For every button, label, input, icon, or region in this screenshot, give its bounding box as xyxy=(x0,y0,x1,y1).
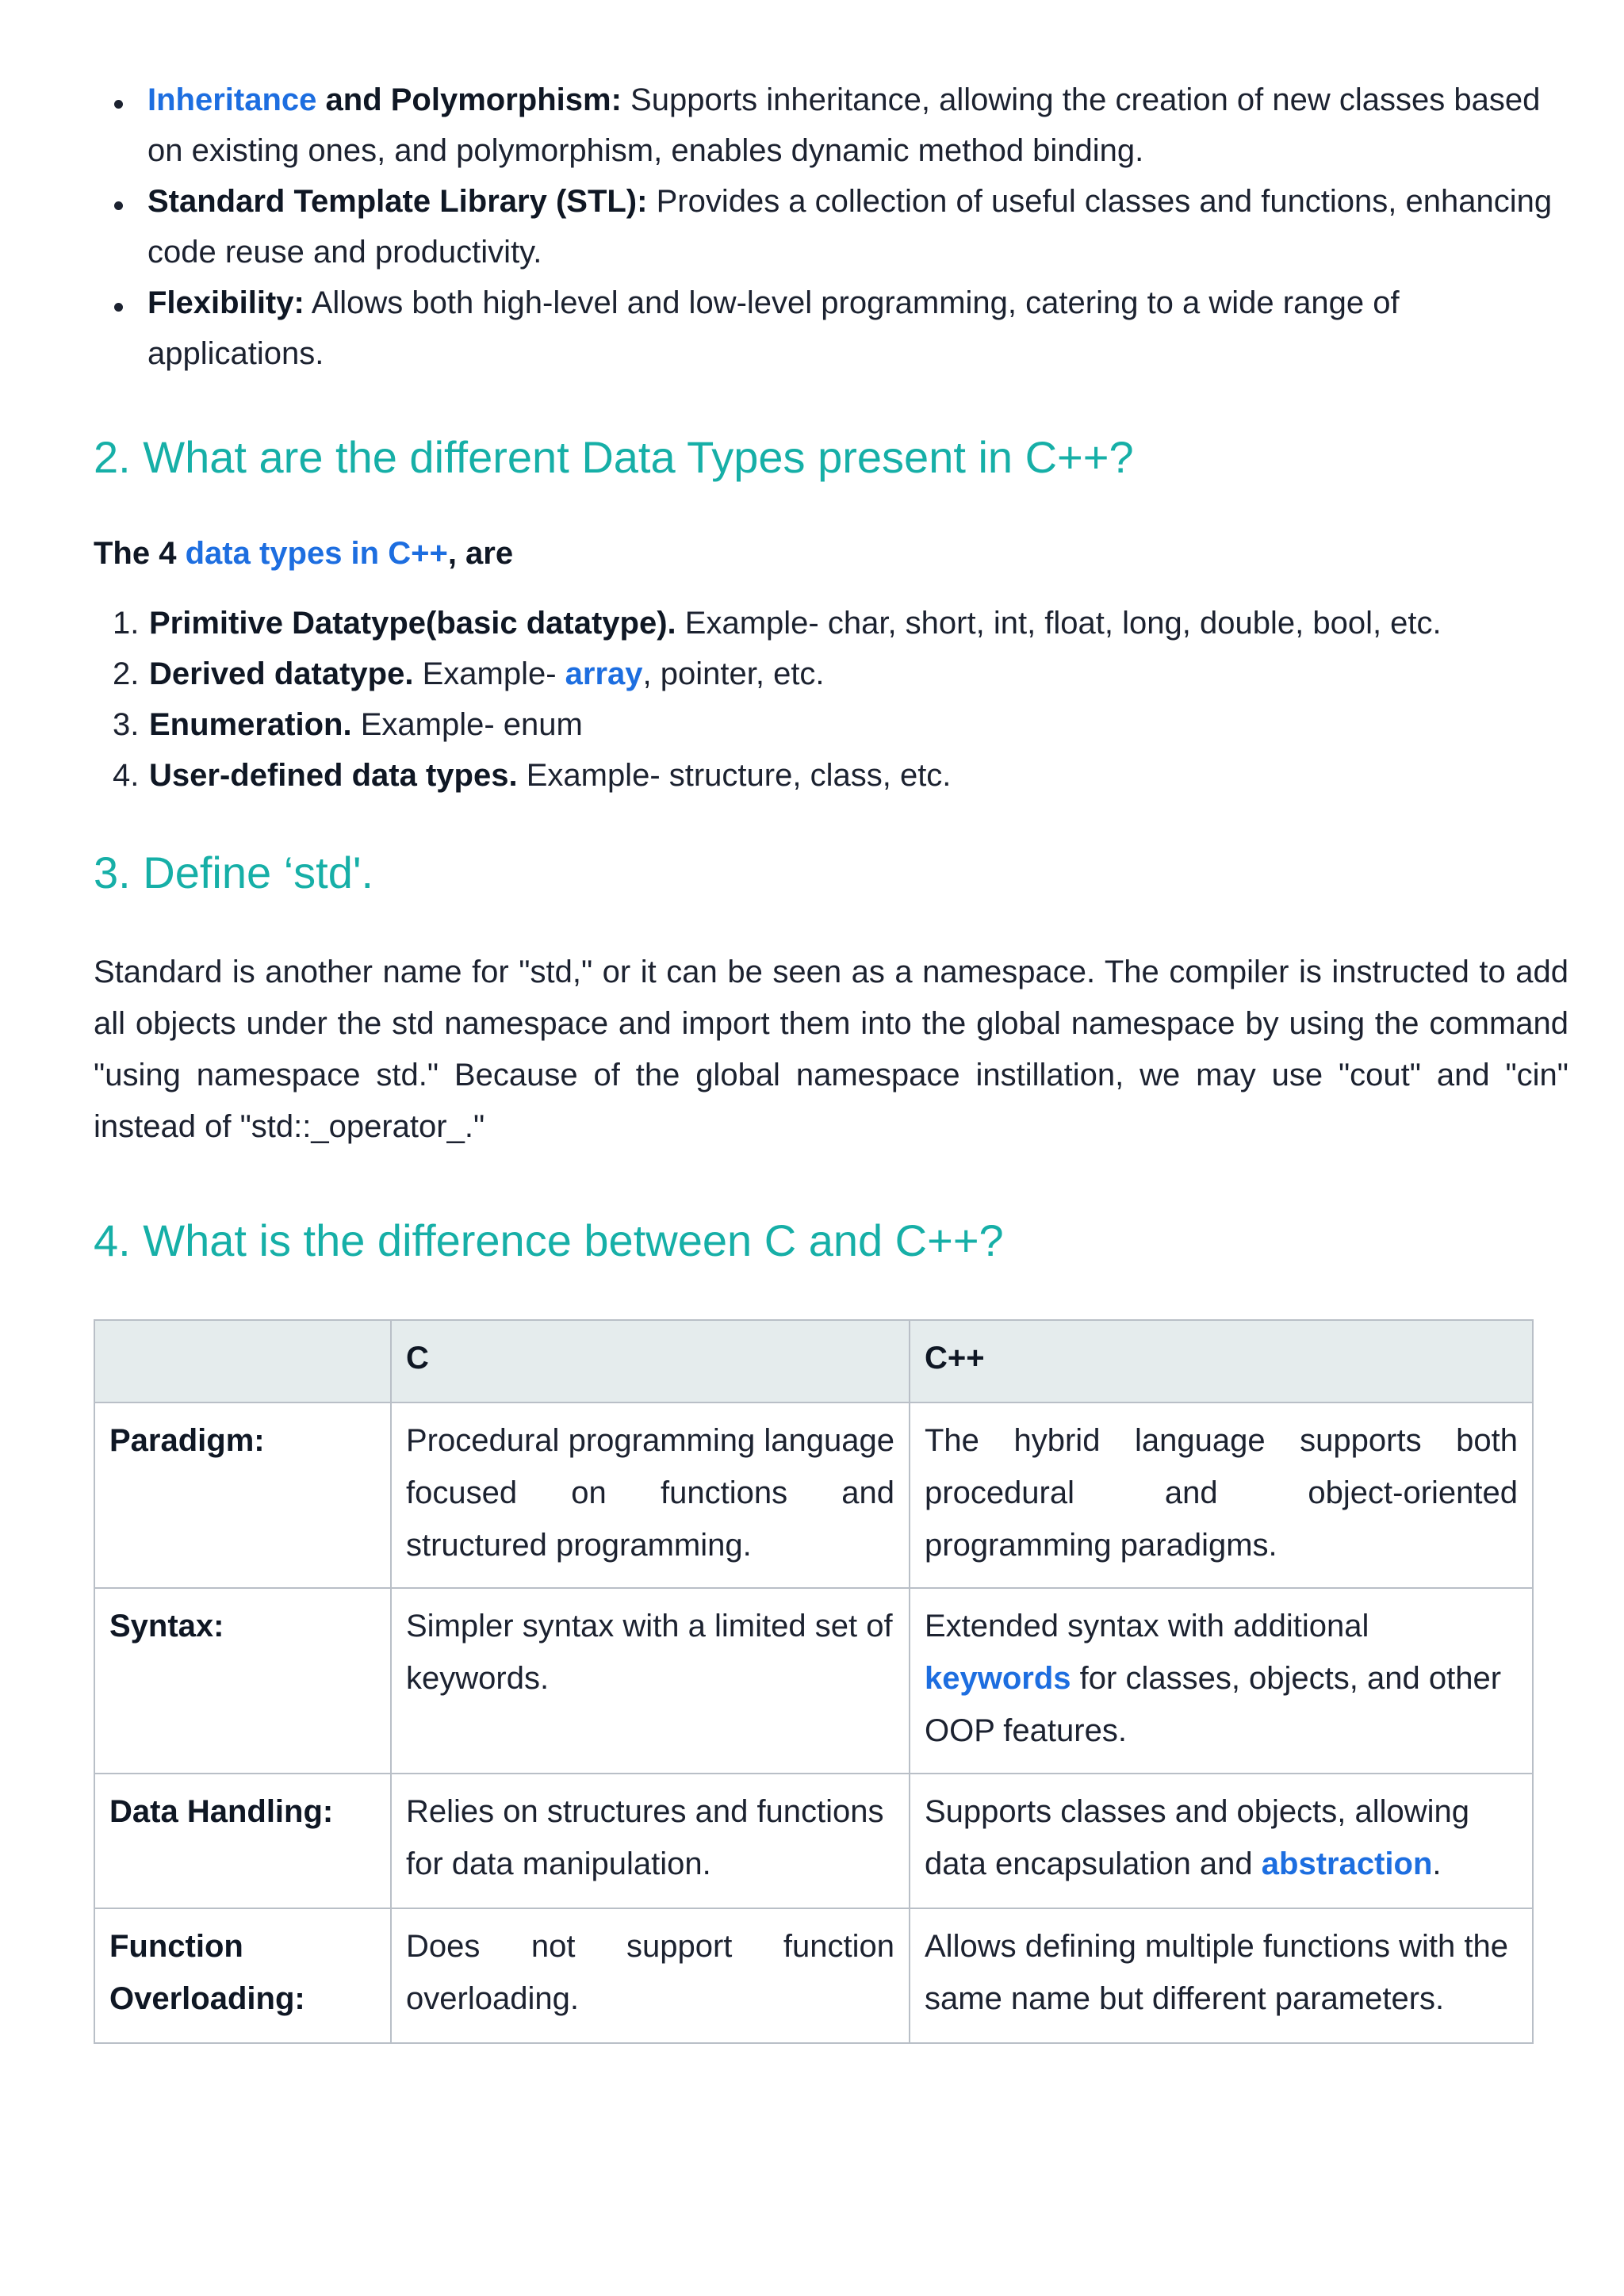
c-cell: Does not support function overloading. xyxy=(391,1908,910,2043)
cpp-cell xyxy=(910,1774,1533,1908)
list-item xyxy=(94,176,1568,277)
item-text: Example- structure, class, etc. xyxy=(517,758,952,793)
intro-suffix: , are xyxy=(447,536,514,571)
list-item xyxy=(94,75,1568,176)
c-cell: Simpler syntax with a limited set of keywords. xyxy=(391,1588,910,1774)
row-label: Function Overloading: xyxy=(94,1908,391,2043)
inheritance-link[interactable]: Inheritance xyxy=(147,82,317,117)
list-item xyxy=(94,649,1568,699)
std-paragraph: Standard is another name for "std," or it can be seen as a namespace. The compiler is instructed to add all objects under the std namespace and import them into the global namespace by using the command "using namespace std." Because of the global namespace instillation, we may use "cout" and "cin" instead of "std::_operator_." xyxy=(94,955,1568,1144)
item-number: 1. xyxy=(113,606,140,641)
feature-list xyxy=(94,75,1568,379)
row-label: Syntax: xyxy=(94,1588,391,1774)
list-item xyxy=(94,699,1568,750)
c-cell: Relies on structures and functions for data manipulation. xyxy=(391,1774,910,1908)
section-heading-c-vs-cpp: 4. What is the difference between C and C++? xyxy=(94,1215,1004,1265)
abstraction-link[interactable]: abstraction xyxy=(1261,1846,1433,1881)
table-row xyxy=(94,1402,1533,1588)
array-link[interactable]: array xyxy=(565,656,643,691)
item-text: Example- xyxy=(413,656,565,691)
item-number: 4. xyxy=(113,758,140,793)
list-item xyxy=(94,750,1568,801)
row-label: Paradigm: xyxy=(94,1402,391,1588)
list-item xyxy=(94,598,1568,649)
item-term: Derived datatype. xyxy=(149,656,414,691)
bullet-text: Supports inheritance, allowing the creation of new classes based on existing ones, and polymorphism, enables dynamic method binding. xyxy=(147,82,1541,168)
cpp-text: Supports classes and objects, allowing data encapsulation and xyxy=(925,1794,1470,1881)
item-term: Primitive Datatype(basic datatype). xyxy=(149,606,676,641)
bullet-term: and Polymorphism: xyxy=(316,82,622,117)
cpp-text: Allows defining multiple functions with the same name but different parameters. xyxy=(925,1929,1508,2016)
bullet-text: Provides a collection of useful classes and functions, enhancing code reuse and productivity. xyxy=(147,184,1553,270)
item-text: Example- enum xyxy=(351,707,583,742)
bullet-term: Flexibility: xyxy=(147,285,304,320)
comparison-table xyxy=(94,1319,1534,2044)
table-header-row xyxy=(94,1320,1533,1402)
c-cell: Procedural programming language focused on functions and structured programming. xyxy=(391,1402,910,1588)
item-term: Enumeration. xyxy=(149,707,352,742)
cpp-text-suffix: for classes, objects, and other OOP features. xyxy=(925,1661,1502,1748)
cpp-cell xyxy=(910,1588,1533,1774)
header-cell-c: C xyxy=(391,1320,910,1402)
table-row xyxy=(94,1908,1533,2043)
list-item xyxy=(94,277,1568,379)
item-number: 3. xyxy=(113,707,140,742)
cpp-text-suffix: . xyxy=(1432,1846,1442,1881)
data-types-list xyxy=(94,598,1568,801)
section-heading-data-types: 2. What are the different Data Types present in C++? xyxy=(94,432,1134,482)
bullet-term: Standard Template Library (STL): xyxy=(147,184,648,219)
content xyxy=(94,75,1568,2044)
data-types-intro xyxy=(94,531,1568,576)
cpp-cell xyxy=(910,1908,1533,2043)
row-label: Data Handling: xyxy=(94,1774,391,1908)
intro-prefix: The 4 xyxy=(94,536,186,571)
item-text: Example- char, short, int, float, long, double, bool, etc. xyxy=(676,606,1442,641)
bullet-text: Allows both high-level and low-level programming, catering to a wide range of applications. xyxy=(147,285,1400,371)
cpp-text: Extended syntax with additional xyxy=(925,1609,1369,1644)
item-text-suffix: , pointer, etc. xyxy=(642,656,825,691)
table-row xyxy=(94,1774,1533,1908)
header-cell-cpp: C++ xyxy=(910,1320,1533,1402)
section-heading-std: 3. Define ‘std'. xyxy=(94,848,374,897)
item-term: User-defined data types. xyxy=(149,758,518,793)
cpp-text: The hybrid language supports both procedural and object-oriented programming paradigms. xyxy=(925,1423,1518,1563)
header-cell-empty xyxy=(94,1320,391,1402)
item-number: 2. xyxy=(113,656,140,691)
keywords-link[interactable]: keywords xyxy=(925,1661,1071,1696)
cpp-cell xyxy=(910,1402,1533,1588)
data-types-link[interactable]: data types in C++ xyxy=(185,536,448,571)
table-row xyxy=(94,1588,1533,1774)
